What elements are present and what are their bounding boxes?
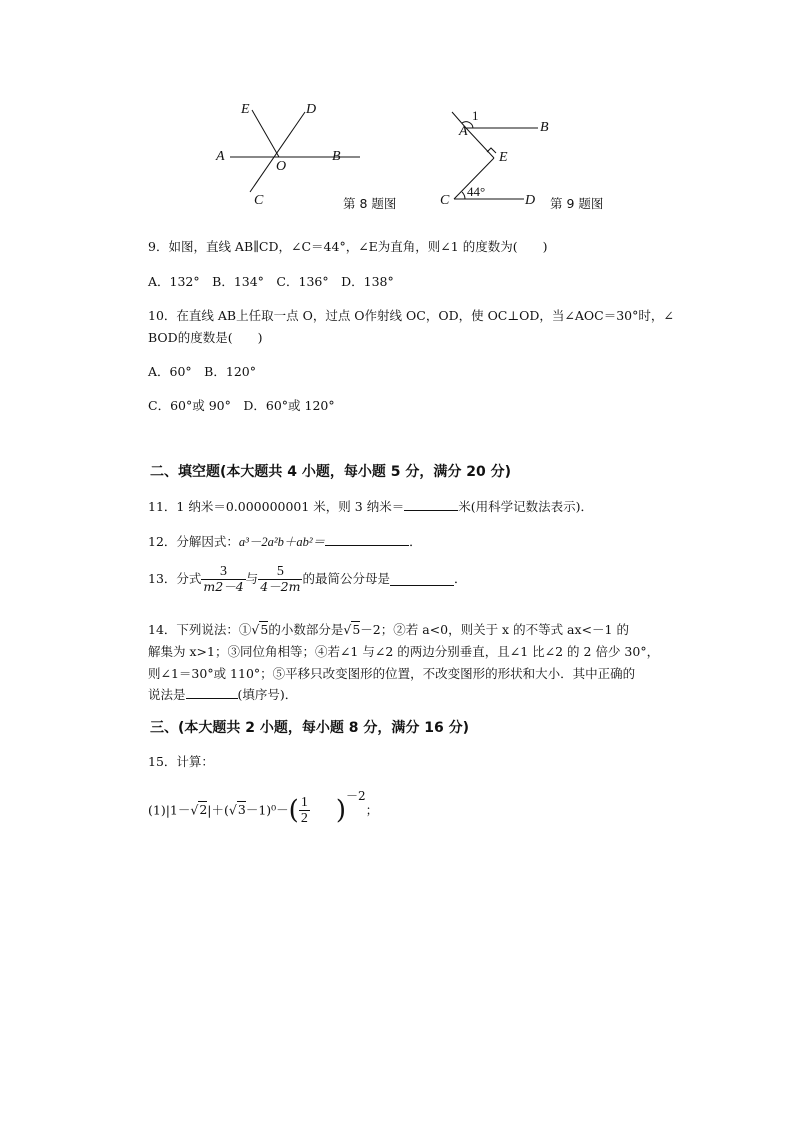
fig9-label-d: D	[525, 193, 536, 208]
q14-line1-c: 的小数部分是	[268, 622, 344, 637]
question-15-title: 15．计算：	[148, 754, 214, 769]
q15-end: ；	[365, 802, 379, 818]
q15-p1: (1)|1－	[148, 802, 191, 818]
q15-frac-denominator: 2	[300, 811, 308, 826]
fig8-caption: 第 8 题图	[343, 196, 397, 211]
section-2-title: 二、填空题(本大题共 4 小题，每小题 5 分，满分 20 分)	[150, 464, 512, 480]
q13-frac1-denominator: m2－4	[203, 579, 244, 595]
fig9-label-44deg: 44°	[467, 184, 486, 199]
question-15-part1: (1)|1－√2|＋(√3－1)⁰－( $\frac{1}{2}$ )$^{-2}$；	[148, 789, 379, 826]
q14-sqrt5-b: 5	[352, 622, 361, 637]
question-10-options2: C．60°或 90° D．60°或 120°	[148, 398, 335, 413]
q12-text-after: ．	[409, 534, 422, 549]
fig8-label-c: C	[254, 193, 264, 208]
q15-exponent: －2	[345, 789, 366, 803]
question-12	[148, 532, 422, 550]
q12-text-before: 12．分解因式：	[148, 534, 239, 549]
q12-expression: a³－2a²b＋ab²＝	[238, 535, 326, 549]
q11-text-after: 米(用科学记数法表示)．	[458, 499, 593, 514]
fig8-label-d: D	[306, 102, 317, 117]
question-9-stem: 9．如图，直线 AB∥CD，∠C＝44°，∠E为直角，则∠1 的度数为( )	[148, 239, 548, 254]
q12-answer-blank[interactable]	[325, 533, 409, 546]
q13-fraction-2	[258, 564, 302, 594]
question-10-options1: A．60° B．120°	[148, 364, 256, 379]
q13-text-before: 13．分式	[148, 570, 202, 586]
line-ae	[466, 128, 494, 158]
line-dc	[250, 112, 305, 192]
question-14-line1: 14．下列说法：①√5的小数部分是√5－2；②若 a<0，则关于 x 的不等式 ax<－1 的	[148, 622, 629, 637]
q13-answer-blank[interactable]	[390, 573, 454, 586]
line-eo	[252, 110, 279, 157]
q14-line1-e: －2；②若 a<0，则关于 x 的不等式 ax<－1 的	[360, 622, 629, 637]
fig8-label-a: A	[216, 149, 225, 164]
question-14-line3: 则∠1＝30°或 110°；⑤平移只改变图形的位置，不改变图形的形状和大小．其中正确的	[148, 666, 636, 681]
q11-answer-blank[interactable]	[404, 498, 458, 511]
q13-frac1-numerator: 3	[201, 564, 245, 580]
q15-p2: |＋(	[207, 802, 229, 818]
fig8-label-b: B	[332, 149, 341, 164]
q13-frac2-denominator: 4－2m	[260, 579, 301, 595]
q11-text-before: 11．1 纳米＝0.000000001 米，则 3 纳米＝	[148, 499, 405, 514]
question-14-line2: 解集为 x>1；③同位角相等；④若∠1 与∠2 的两边分别垂直，且∠1 比∠2 的 2 倍少 30°，	[148, 644, 660, 659]
fig9-label-c: C	[440, 193, 450, 208]
fig9-label-a: A	[459, 124, 468, 139]
q14-line1-a: 14．下列说法：①	[148, 622, 252, 637]
q13-frac2-numerator: 5	[258, 564, 302, 580]
question-10-line2: BOD的度数是( )	[148, 330, 263, 345]
q13-text-end: ．	[453, 570, 467, 586]
section-3-title: 三、(本大题共 2 小题，每小题 8 分，满分 16 分)	[150, 720, 470, 736]
q15-fraction	[299, 795, 310, 827]
q13-text-mid: 与	[245, 570, 259, 586]
fig8-label-o: O	[276, 159, 287, 174]
fig9-caption: 第 9 题图	[550, 196, 604, 211]
q14-line4-b: (填序号)．	[237, 687, 298, 702]
q15-sqrt3: 3	[237, 802, 246, 818]
fig9-label-e: E	[499, 150, 508, 165]
angle-c-arc	[462, 192, 465, 199]
fig9-label-1: 1	[472, 108, 479, 123]
q14-answer-blank[interactable]	[186, 686, 238, 699]
question-14-line4	[148, 685, 297, 703]
fig8-label-e: E	[241, 102, 250, 117]
question-11	[148, 497, 593, 515]
question-10-line1: 10．在直线 AB上任取一点 O，过点 O作射线 OC，OD，使 OC⊥OD，当∠AOC＝30°时，∠	[148, 308, 674, 323]
q13-text-after: 的最简公分母是	[302, 570, 390, 586]
question-9-options: A．132° B．134° C．136° D．138°	[148, 274, 394, 289]
question-13	[148, 564, 466, 594]
q13-fraction-1	[201, 564, 245, 594]
q14-line4-a: 说法是	[148, 687, 186, 702]
q15-sqrt2: 2	[199, 802, 208, 818]
q15-frac-numerator: 1	[300, 794, 308, 810]
q15-p3: －1)⁰－	[245, 802, 289, 818]
fig9-label-b: B	[540, 120, 549, 135]
q14-sqrt5-a: 5	[260, 622, 269, 637]
